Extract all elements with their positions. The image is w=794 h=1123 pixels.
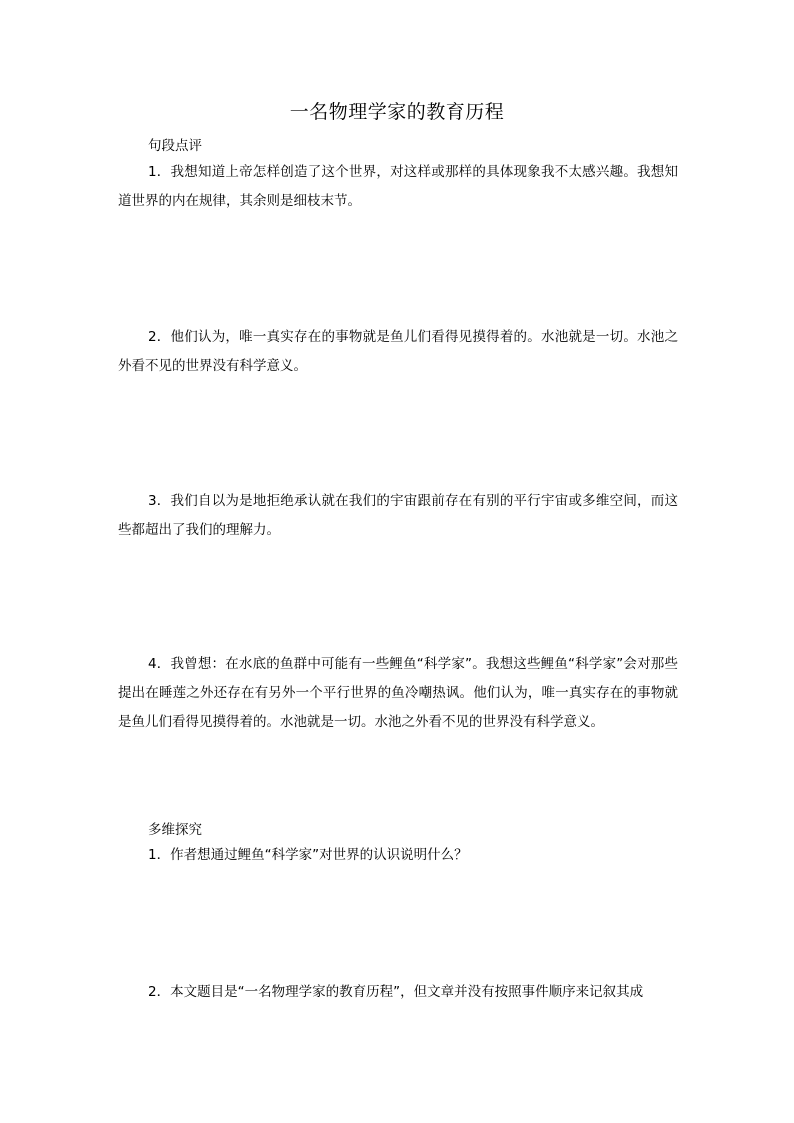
question-item-2: 2．本文题目是“一名物理学家的教育历程”，但文章并没有按照事件顺序来记叙其成 bbox=[148, 984, 644, 1000]
comment-item-1: 1．我想知道上帝怎样创造了这个世界，对这样或那样的具体现象我不太感兴趣。我想知道世界的内在规律，其余则是细枝末节。 bbox=[118, 164, 678, 209]
comment-item-4: 4．我曾想：在水底的鱼群中可能有一些鲤鱼“科学家”。我想这些鲤鱼“科学家”会对那些提出在睡莲之外还存在有另外一个平行世界的鱼冷嘲热讽。他们认为，唯一真实存在的事物就是鱼儿们看得见摸得着的。水池就是一切。水池之外看不见的世界没有科学意义。 bbox=[118, 656, 678, 730]
document-title: 一名物理学家的教育历程 bbox=[289, 101, 505, 123]
section-heading-exploration: 多维探究 bbox=[148, 822, 202, 838]
section-heading-comments: 句段点评 bbox=[148, 138, 202, 154]
question-item-1: 1．作者想通过鲤鱼“科学家”对世界的认识说明什么？ bbox=[148, 847, 468, 863]
comment-item-3: 3．我们自以为是地拒绝承认就在我们的宇宙跟前存在有别的平行宇宙或多维空间，而这些都超出了我们的理解力。 bbox=[118, 493, 678, 538]
comment-item-2: 2．他们认为，唯一真实存在的事物就是鱼儿们看得见摸得着的。水池就是一切。水池之外看不见的世界没有科学意义。 bbox=[118, 329, 678, 374]
